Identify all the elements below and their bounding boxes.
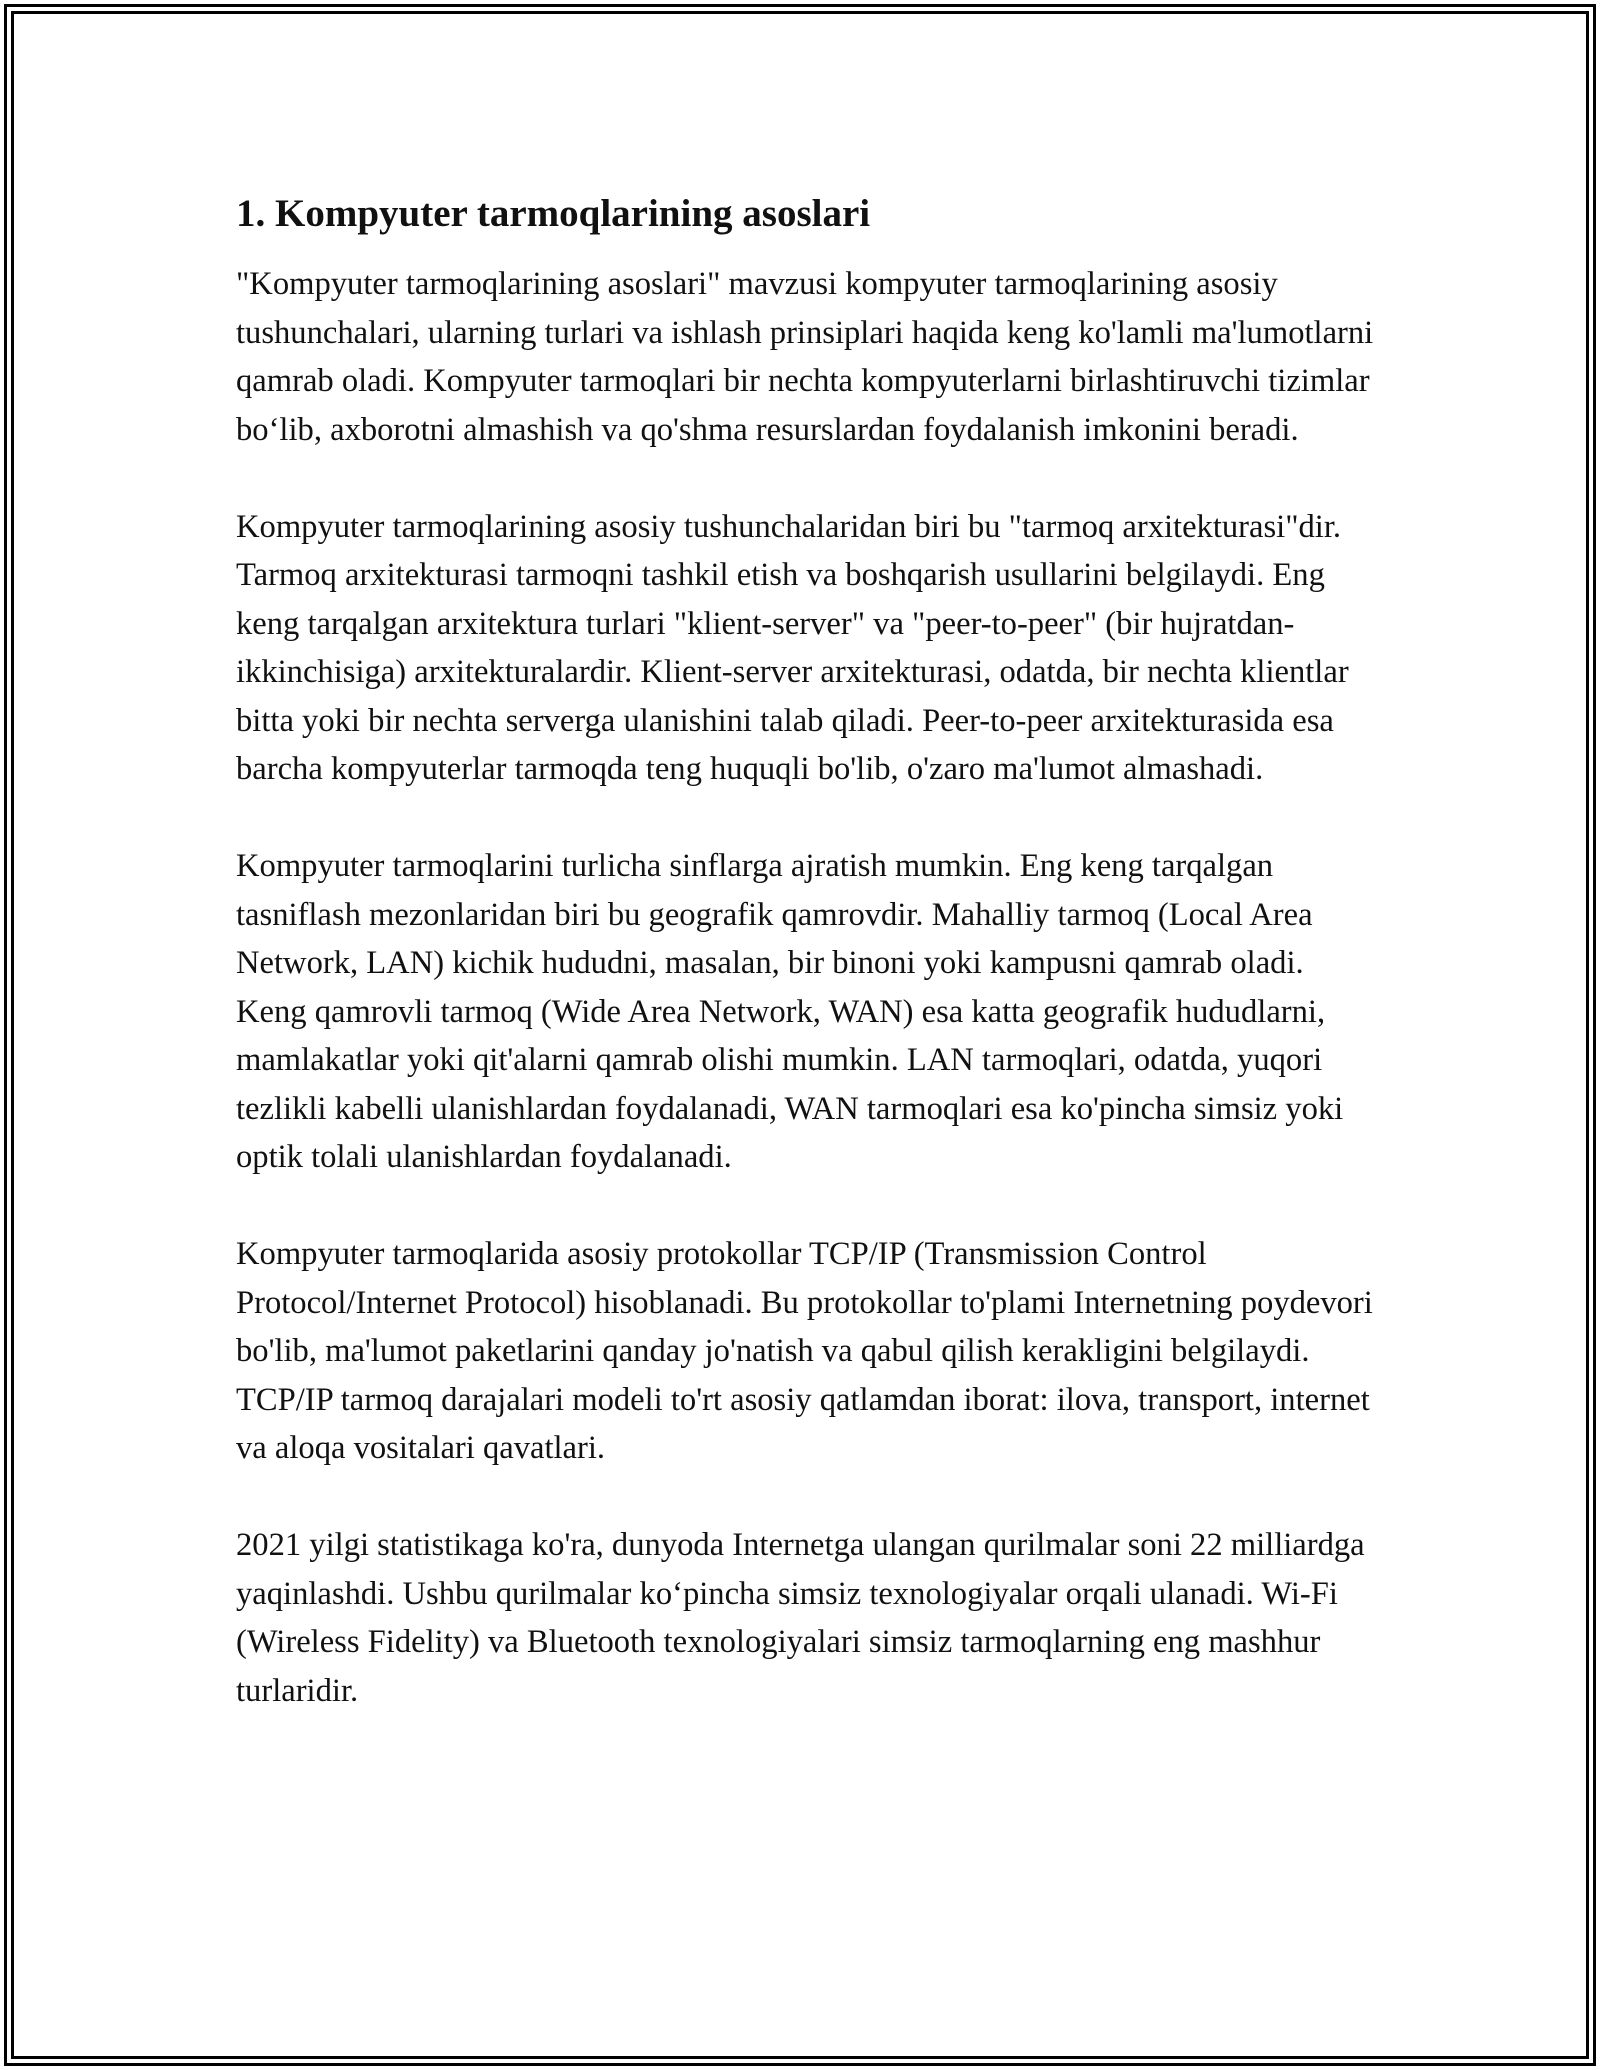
document-body <box>236 188 1376 1715</box>
paragraph-protocols: Kompyuter tarmoqlarida asosiy protokollar TCP/IP (Transmission Control Protocol/Internet Protocol) hisoblanadi. Bu protokollar to'plami Internetning poydevori bo'lib, ma'lumot paketlarini qanday jo'natish va qabul qilish kerakligini belgilaydi. TCP/IP tarmoq darajalari modeli to'rt asosiy qatlamdan iborat: ilova, transport, internet va aloqa vositalari qavatlari. <box>236 1236 1373 1466</box>
paragraph-architecture: Kompyuter tarmoqlarining asosiy tushunchalaridan biri bu "tarmoq arxitekturasi"dir. Tarmoq arxitekturasi tarmoqni tashkil etish va boshqarish usullarini belgilaydi. Eng keng tarqalgan arxitektura turlari "klient-server" va "peer-to-peer" (bir hujratdan-ikkinchisiga) arxitekturalardir. Klient-server arxitekturasi, odatda, bir nechta klientlar bitta yoki bir nechta serverga ulanishini talab qiladi. Peer-to-peer arxitekturasida esa barcha kompyuterlar tarmoqda teng huquqli bo'lib, o'zaro ma'lumot almashadi. <box>236 508 1349 787</box>
document-title: 1. Kompyuter tarmoqlarining asoslari <box>236 192 871 235</box>
paragraph-intro: "Kompyuter tarmoqlarining asoslari" mavzusi kompyuter tarmoqlarining asosiy tushunchalari, ularning turlari va ishlash prinsiplari haqida keng ko'lamli ma'lumotlarni qamrab oladi. Kompyuter tarmoqlari bir nechta kompyuterlarni birlashtiruvchi tizimlar bo‘lib, axborotni almashish va qo'shma resurslardan foydalanish imkonini beradi. <box>236 266 1374 448</box>
paragraph-classification: Kompyuter tarmoqlarini turlicha sinflarga ajratish mumkin. Eng keng tarqalgan tasniflash mezonlaridan biri bu geografik qamrovdir. Mahalliy tarmoq (Local Area Network, LAN) kichik hududni, masalan, bir binoni yoki kampusni qamrab oladi. Keng qamrovli tarmoq (Wide Area Network, WAN) esa katta geografik hududlarni, mamlakatlar yoki qit'alarni qamrab olishi mumkin. LAN tarmoqlari, odatda, yuqori tezlikli kabelli ulanishlardan foydalanadi, WAN tarmoqlari esa ko'pincha simsiz yoki optik tolali ulanishlardan foydalanadi. <box>236 848 1344 1175</box>
paragraph-statistics: 2021 yilgi statistikaga ko'ra, dunyoda Internetga ulangan qurilmalar soni 22 milliardga yaqinlashdi. Ushbu qurilmalar ko‘pincha simsiz texnologiyalar orqali ulanadi. Wi-Fi (Wireless Fidelity) va Bluetooth texnologiyalari simsiz tarmoqlarning eng mashhur turlaridir. <box>236 1527 1365 1709</box>
